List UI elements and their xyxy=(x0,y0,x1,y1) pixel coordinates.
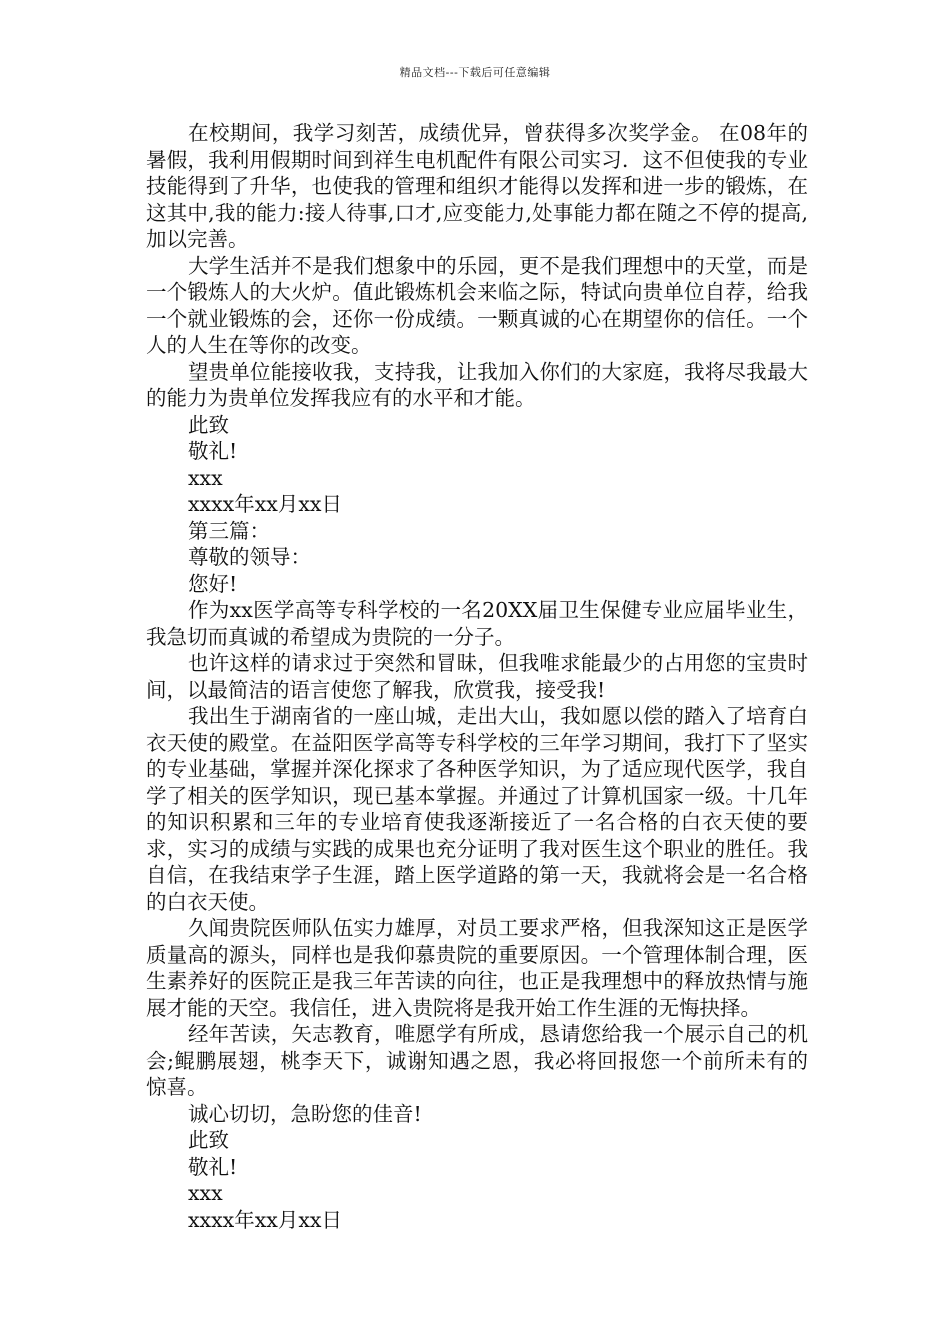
paragraph-hope: 望贵单位能接收我，支持我，让我加入你们的大家庭，我将尽我最大的能力为贵单位发挥我应有的水平和才能。 xyxy=(146,359,808,410)
paragraph-college-life: 大学生活并不是我们想象中的乐园，更不是我们理想中的天堂，而是一个锻炼人的大火炉。值此锻炼机会来临之际，特试向贵单位自荐，给我一个就业锻炼的会，还你一份成绩。一颗真诚的心在期望你的信任。一个人的人生在等你的改变。 xyxy=(146,253,808,357)
signature-name-2: xxx xyxy=(188,1181,223,1205)
paragraph-hospital: 久闻贵院医师队伍实力雄厚，对员工要求严格，但我深知这正是医学质量高的源头，同样也是我仰慕贵院的重要原因。一个管理体制合理，医生素养好的医院正是我三年苦读的向往，也正是我理想中的释放热情与施展才能的天空。我信任，进入贵院将是我开始工作生涯的无悔抉择。 xyxy=(146,916,808,1020)
closing-cizhi-2: 此致 xyxy=(188,1128,229,1152)
closing-wish: 诚心切切，急盼您的佳音! xyxy=(188,1101,422,1126)
paragraph-background: 我出生于湖南省的一座山城，走出大山，我如愿以偿的踏入了培育白衣天使的殿堂。在益阳医学高等专科学校的三年学习期间，我打下了坚实的专业基础，掌握并深化探求了各种医学知识，为了适应现代医学，我自学了相关的医学知识，现已基本掌握。并通过了计算机国家一级。十几年的知识积累和三年的专业培育使我逐渐接近了一名合格的白衣天使的要求，实习的成绩与实践的成果也充分证明了我对医生这个职业的胜任。我自信，在我结束学子生涯，踏上医学道路的第一天，我就将会是一名合格的白衣天使。 xyxy=(146,704,808,914)
document-body xyxy=(146,120,808,1233)
signature-date-2: xxxx年xx月xx日 xyxy=(188,1207,342,1232)
signature-date: xxxx年xx月xx日 xyxy=(188,492,342,516)
paragraph-request: 也许这样的请求过于突然和冒昧，但我唯求能最少的占用您的宝贵时间，以最简洁的语言使您了解我，欣赏我，接受我! xyxy=(146,651,808,702)
greeting: 您好! xyxy=(188,571,238,596)
page-header: 精品文档---下载后可任意编辑 xyxy=(399,66,551,79)
salutation: 尊敬的领导： xyxy=(188,545,311,569)
paragraph-school-experience: 在校期间，我学习刻苦，成绩优异，曾获得多次奖学金。 在08年的暑假，我利用假期时间到祥生电机配件有限公司实习．这不但使我的专业技能得到了升华，也使我的管理和组织才能得以发挥和进一步的锻炼，在这其中,我的能力:接人待事,口才,应变能力,处事能力都在随之不停的提高,加以完善。 xyxy=(146,121,808,251)
paragraph-aspiration: 经年苦读，矢志教育，唯愿学有所成，恳请您给我一个展示自己的机会;鲲鹏展翅，桃李天下，诚谢知遇之恩，我必将回报您一个前所未有的惊喜。 xyxy=(146,1022,808,1099)
closing-jingli-2: 敬礼! xyxy=(188,1154,238,1179)
closing-cizhi: 此致 xyxy=(188,412,229,437)
signature-name: xxx xyxy=(188,465,223,490)
section-title: 第三篇： xyxy=(188,518,270,543)
closing-jingli: 敬礼! xyxy=(188,439,238,463)
paragraph-introduction: 作为xx医学高等专科学校的一名20XX届卫生保健专业应届毕业生，我急切而真诚的希望成为贵院的一分子。 xyxy=(146,598,808,649)
